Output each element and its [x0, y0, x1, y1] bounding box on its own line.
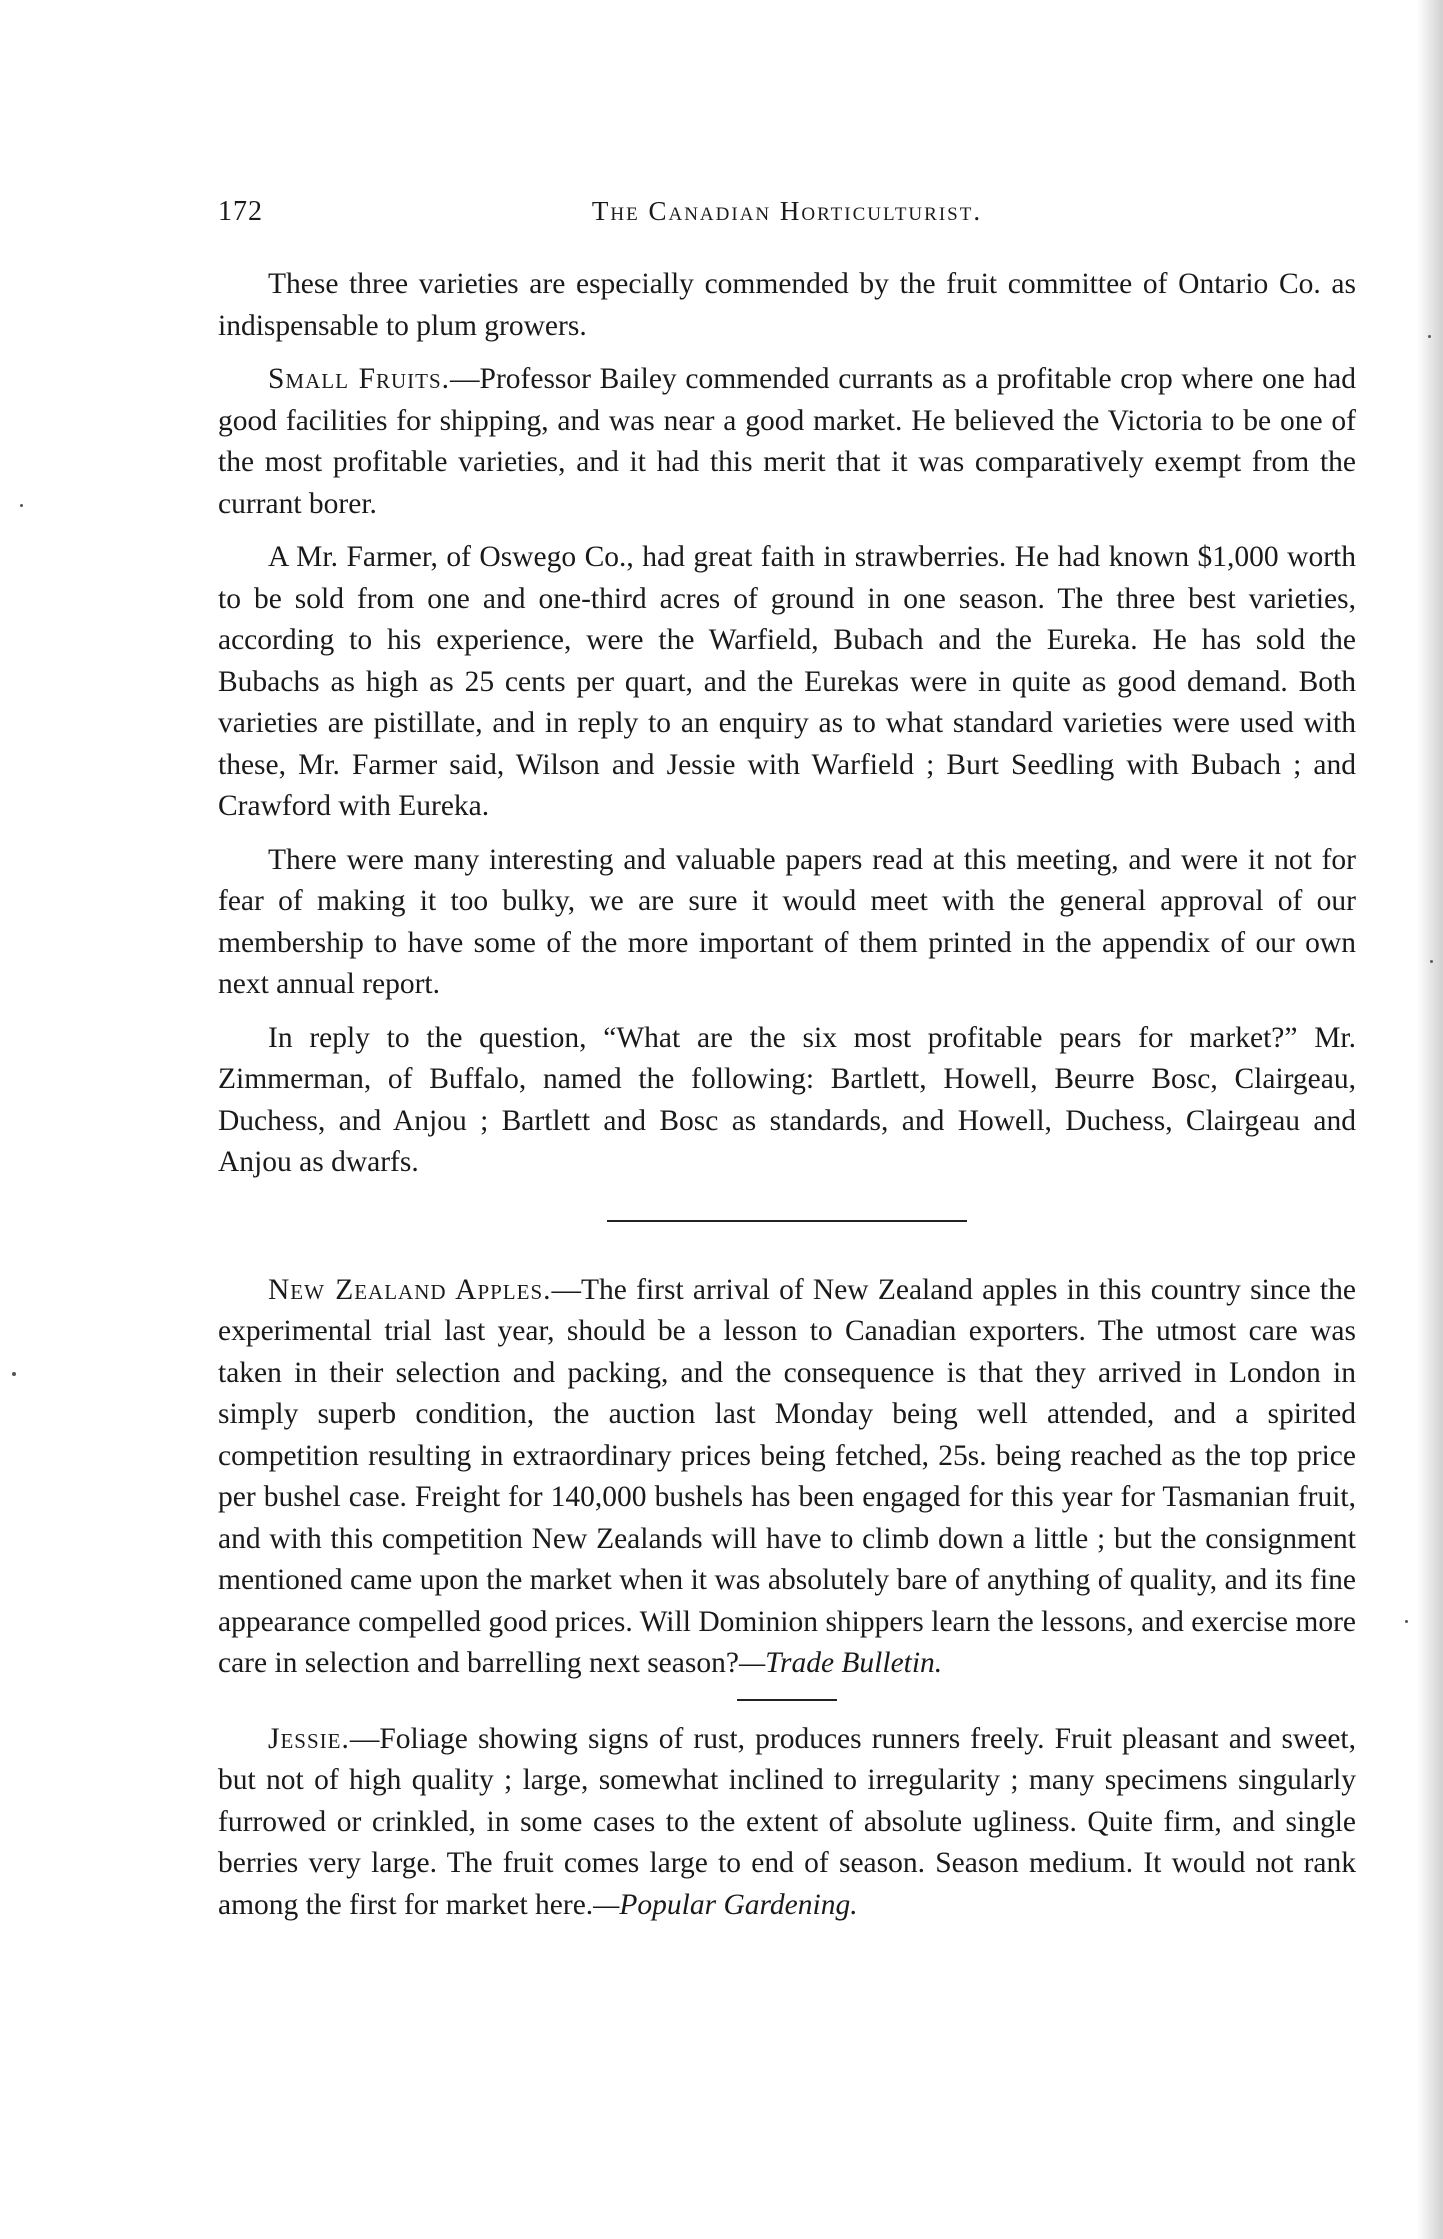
scan-speck	[1405, 1620, 1408, 1623]
small-fruits-text: —Professor Bailey commended currants as a profitable crop where one had good facilities for shipping, and was near a good market. He believed the Victoria to be one of the most profitable varieties, and it had this merit that it was comparatively exempt from the currant borer.	[218, 363, 1356, 520]
strawberry-paragraph: A Mr. Farmer, of Oswego Co., had great faith in strawberries. He had known $1,000 worth to be sold from one and one-third acres of ground in one season. The three best varieties, according to his experience, were the Warfield, Bubach and the Eureka. He has sold the Bubachs as high as 25 cents per quart, and the Eurekas were in quite as good demand. Both varieties are pistillate, and in reply to an enquiry as to what standard varieties were used with these, Mr. Farmer said, Wilson and Jessie with Warfield ; Burt Seedling with Bubach ; and Crawford with Eureka.	[218, 541, 1356, 822]
jessie-source: —Popular Gardening.	[593, 1888, 858, 1921]
page-number: 172	[218, 196, 263, 227]
papers-paragraph: There were many interesting and valuable papers read at this meeting, and were it not for fear of making it too bulky, we are sure it would meet with the general approval of our membership to have some of the more important of them printed in the appendix of our own next annual report.	[218, 843, 1356, 1000]
scan-speck	[20, 504, 23, 507]
jessie-paragraph	[218, 1719, 1356, 1927]
document-page	[218, 0, 1356, 2239]
journal-title: The Canadian Horticulturist.	[591, 196, 983, 226]
new-zealand-apples-heading: New Zealand Apples.	[268, 1273, 552, 1306]
running-head	[218, 196, 1356, 236]
pears-paragraph: In reply to the question, “What are the six most profitable pears for market?” Mr. Zimmerman, of Buffalo, named the following: Bartlett, Howell, Beurre Bosc, Clairgeau, Duchess, and Anjou ; Bartlett and Bosc as standards, and Howell, Duchess, Clairgeau and Anjou as dwarfs.	[218, 1021, 1356, 1178]
jessie-heading: Jessie.	[268, 1722, 350, 1755]
intro-paragraph: These three varieties are especially commended by the fruit committee of Ontario Co. as indispensable to plum growers.	[218, 268, 1356, 342]
new-zealand-apples-paragraph	[218, 1270, 1356, 1685]
jessie-text: —Foliage showing signs of rust, produces runners freely. Fruit pleasant and sweet, but not of high quality ; large, somewhat inclined to irregularity ; many specimens singularly furrowed or crinkled, in some cases to the extent of absolute ugliness. Quite firm, and single berries very large. The fruit comes large to end of season. Season medium. It would not rank among the first for market here.	[218, 1722, 1356, 1921]
small-fruits-paragraph	[218, 359, 1356, 525]
new-zealand-apples-text: —The first arrival of New Zealand apples in this country since the experimental trial last year, should be a lesson to Canadian exporters. The utmost care was taken in their selection and packing, and the consequence is that they arrived in London in simply superb condition, the auction last Monday being well attended, and a spirited competition resulting in extraordinary prices being fetched, 25s. being reached as the top price per bushel case. Freight for 140,000 bushels has been engaged for this year for Tasmanian fruit, and with this competition New Zealands will have to climb down a little ; but the consignment mentioned came upon the market when it was absolutely bare of anything of quality, and its fine appearance compelled good prices. Will Dominion shippers learn the lessons, and exercise more care in selection and barrelling next season?	[218, 1273, 1356, 1679]
article-divider	[737, 1699, 837, 1701]
page-edge-shadow	[1417, 0, 1443, 2239]
section-divider	[607, 1220, 967, 1222]
body-text	[218, 264, 1356, 1938]
new-zealand-apples-source: —Trade Bulletin.	[738, 1647, 943, 1679]
scan-speck	[12, 1372, 16, 1376]
small-fruits-heading: Small Fruits.	[268, 363, 451, 395]
